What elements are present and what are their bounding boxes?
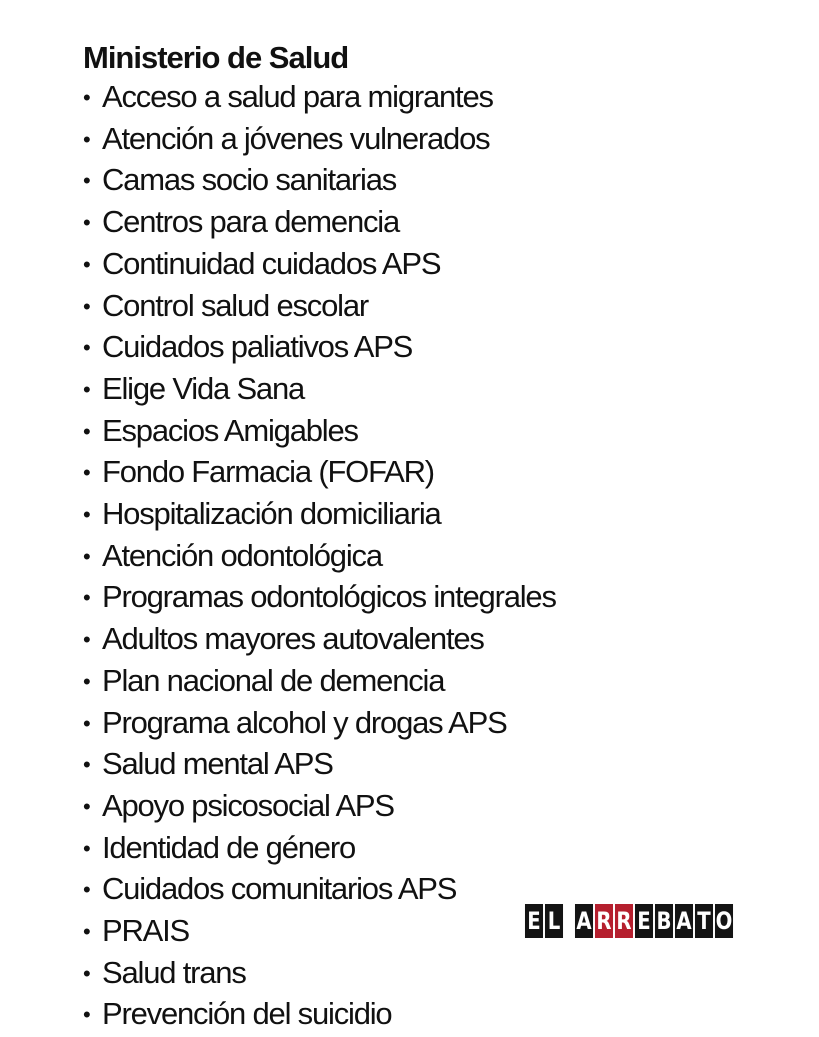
list-item <box>83 829 703 871</box>
bullet-icon: • <box>83 293 90 319</box>
list-item-label: Elige Vida Sana <box>102 370 305 406</box>
list-item-label: Centros para demencia <box>102 204 400 240</box>
list-item <box>83 578 703 620</box>
list-item-label: Hospitalización domiciliaria <box>102 496 441 532</box>
bullet-icon: • <box>83 960 90 986</box>
bullet-icon: • <box>83 210 90 236</box>
list-item-label: Programa alcohol y drogas APS <box>102 704 507 740</box>
bullet-icon: • <box>83 835 90 861</box>
list-item-label: Salud trans <box>102 954 246 990</box>
logo-letter: O <box>715 904 733 938</box>
bullet-icon: • <box>83 85 90 110</box>
program-list <box>83 78 703 1037</box>
list-item <box>83 161 703 203</box>
bullet-icon: • <box>83 1002 90 1028</box>
logo-word <box>524 904 564 938</box>
list-item-label: Continuidad cuidados APS <box>102 245 441 281</box>
list-item-label: Fondo Farmacia (FOFAR) <box>102 454 434 490</box>
list-item <box>83 745 703 787</box>
list-item-label: Salud mental APS <box>102 746 333 782</box>
bullet-icon: • <box>83 585 90 611</box>
list-item-label: Prevención del suicidio <box>102 996 392 1032</box>
bullet-icon: • <box>83 126 90 152</box>
bullet-icon: • <box>83 418 90 444</box>
logo-letter: E <box>635 904 653 938</box>
list-item-label: Apoyo psicosocial APS <box>102 787 394 823</box>
list-item <box>83 495 703 537</box>
list-item-label: Cuidados comunitarios APS <box>102 871 457 907</box>
logo-word <box>574 904 734 938</box>
list-item-label: Plan nacional de demencia <box>102 662 445 698</box>
bullet-icon: • <box>83 877 90 903</box>
list-item-label: Acceso a salud para migrantes <box>102 79 493 114</box>
bullet-icon: • <box>83 919 90 945</box>
bullet-icon: • <box>83 752 90 778</box>
bullet-icon: • <box>83 793 90 819</box>
logo-letter: T <box>695 904 713 938</box>
list-item <box>83 120 703 162</box>
bullet-icon: • <box>83 335 90 361</box>
bullet-icon: • <box>83 543 90 569</box>
list-item <box>83 453 703 495</box>
logo-letter: B <box>655 904 673 938</box>
list-item-label: Camas socio sanitarias <box>102 162 397 198</box>
list-item <box>83 78 703 120</box>
bullet-icon: • <box>83 168 90 194</box>
list-item <box>83 328 703 370</box>
logo-letter: A <box>675 904 693 938</box>
list-item-label: Programas odontológicos integrales <box>102 579 556 615</box>
list-item <box>83 537 703 579</box>
logo-letter: A <box>575 904 593 938</box>
list-item-label: Identidad de género <box>102 829 355 865</box>
list-item-label: Espacios Amigables <box>102 412 358 448</box>
page-title: Ministerio de Salud <box>83 40 349 75</box>
logo-letter: E <box>525 904 543 938</box>
list-item <box>83 704 703 746</box>
bullet-icon: • <box>83 668 90 694</box>
bullet-icon: • <box>83 710 90 736</box>
bullet-icon: • <box>83 251 90 277</box>
list-item-label: Control salud escolar <box>102 287 369 323</box>
list-item-label: PRAIS <box>102 913 190 949</box>
list-item-label: Cuidados paliativos APS <box>102 329 413 365</box>
list-item <box>83 370 703 412</box>
list-item <box>83 245 703 287</box>
document <box>83 38 703 1037</box>
bullet-icon: • <box>83 627 90 653</box>
list-item <box>83 203 703 245</box>
bullet-icon: • <box>83 460 90 486</box>
list-item <box>83 620 703 662</box>
list-item <box>83 287 703 329</box>
bullet-icon: • <box>83 376 90 402</box>
list-item-label: Atención odontológica <box>102 537 382 573</box>
list-item <box>83 662 703 704</box>
logo-letter: R <box>595 904 613 938</box>
list-item <box>83 787 703 829</box>
list-item <box>83 954 703 996</box>
bullet-icon: • <box>83 502 90 528</box>
list-item <box>83 995 703 1037</box>
logo-letter: R <box>615 904 633 938</box>
logo-letter: L <box>545 904 563 938</box>
list-item-label: Atención a jóvenes vulnerados <box>102 120 490 156</box>
el-arrebato-logo <box>524 902 734 939</box>
list-item-label: Adultos mayores autovalentes <box>102 621 484 657</box>
list-item <box>83 412 703 454</box>
